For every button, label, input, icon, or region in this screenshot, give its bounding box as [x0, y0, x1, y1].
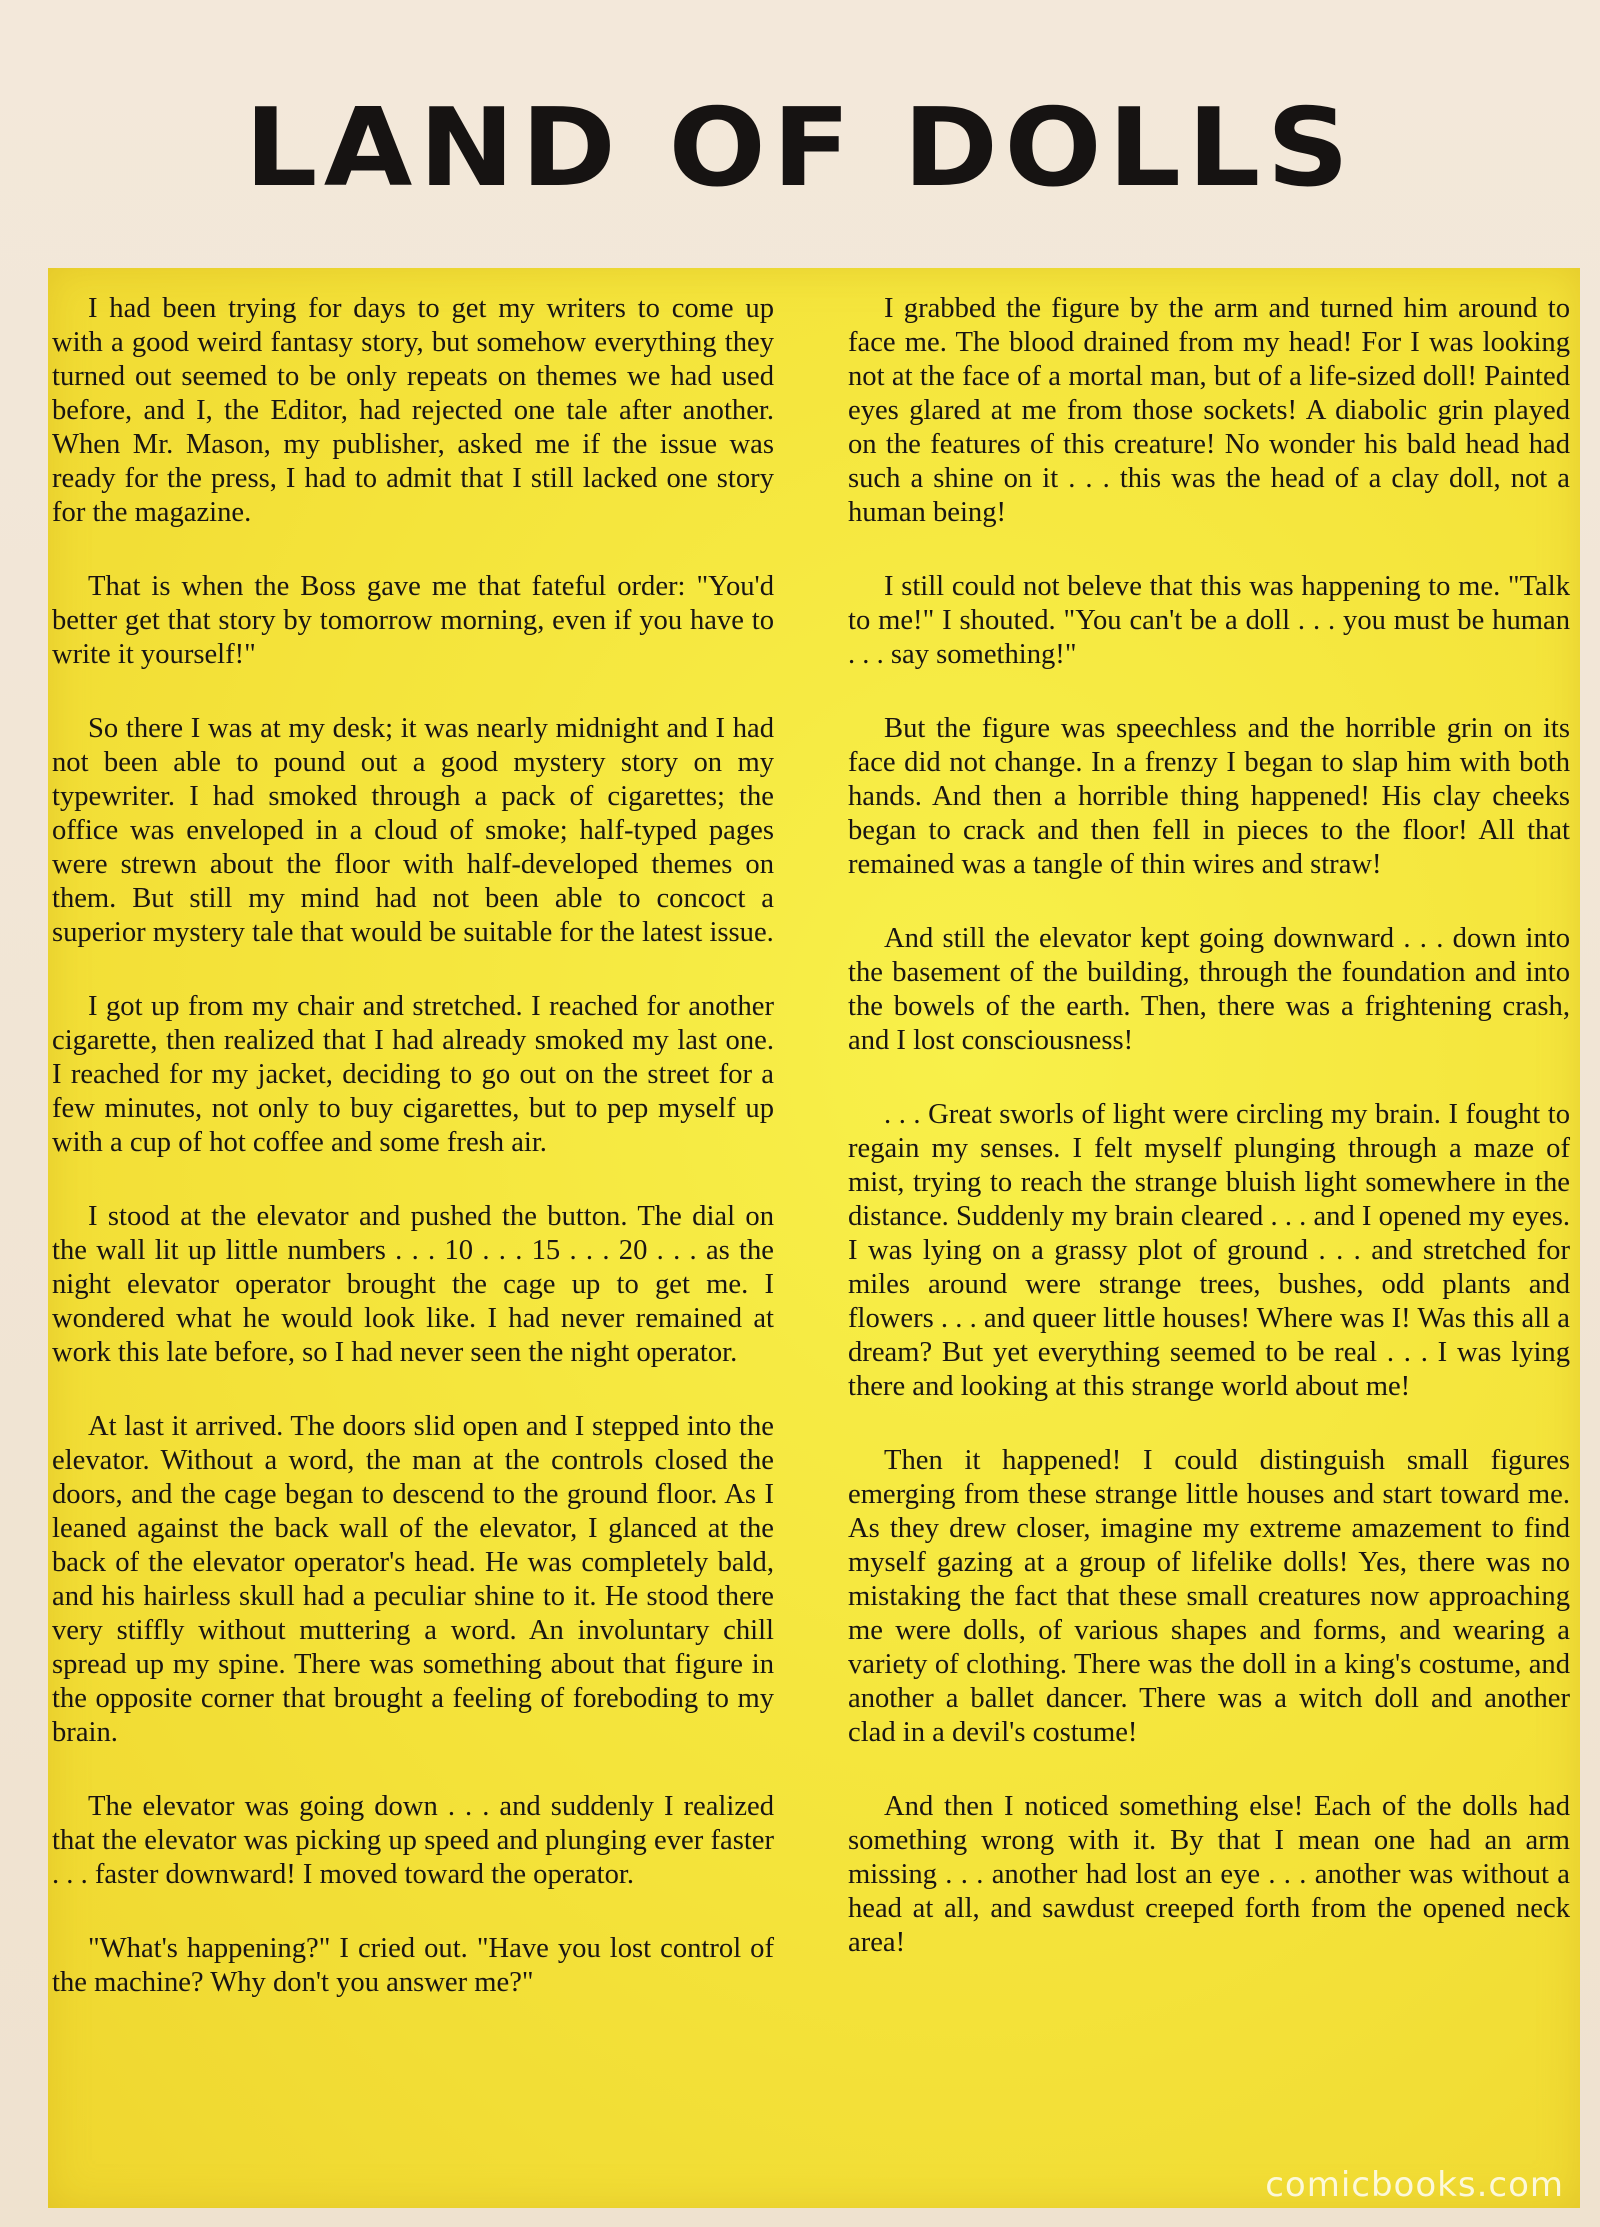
paragraph: I still could not beleve that this was happening to me. "Talk to me!" I shouted. "You can't be a doll . . . you must be human . . . say something!"	[848, 571, 1570, 670]
paragraph: Then it happened! I could distinguish small figures emerging from these strange little houses and start toward me. As they drew closer, imagine my extreme amazement to find myself gazing at a group of lifelike dolls! Yes, there was no mistaking the fact that these small creatures now approaching me were dolls, of various shapes and forms, and wearing a variety of clothing. There was the doll in a king's costume, and another a ballet dancer. There was a witch doll and another clad in a devil's costume!	[848, 1445, 1570, 1748]
paragraph: And then I noticed something else! Each of the dolls had something wrong with it. By that I mean one had an arm missing . . . another had lost an eye . . . another was without a head at all, and sawdust creeped forth from the opened neck area!	[848, 1791, 1570, 1958]
paragraph: And still the elevator kept going downward . . . down into the basement of the building, through the foundation and into the bowels of the earth. Then, there was a frightening crash, and I lost consciousness!	[848, 923, 1570, 1056]
site-watermark: comicbooks.com	[1265, 2165, 1564, 2205]
paragraph: I had been trying for days to get my writers to come up with a good weird fantasy story, but somehow everything they turned out seemed to be only repeats on themes we had used before, and I, the Editor, had rejected one tale after another. When Mr. Mason, my publisher, asked me if the issue was ready for the press, I had to admit that I still lacked one story for the magazine.	[52, 293, 774, 528]
paragraph: I stood at the elevator and pushed the button. The dial on the wall lit up little numbers . . . 10 . . . 15 . . . 20 . . . as the night elevator operator brought the cage up to get me. I wondered what he would look like. I had never remained at work this late before, so I had never seen the night operator.	[52, 1201, 774, 1368]
paragraph: I got up from my chair and stretched. I reached for another cigarette, then realized that I had already smoked my last one. I reached for my jacket, deciding to go out on the street for a few minutes, not only to buy cigarettes, but to pep myself up with a cup of hot coffee and some fresh air.	[52, 991, 774, 1158]
right-text-column	[848, 292, 1570, 2000]
paragraph: "What's happening?" I cried out. "Have you lost control of the machine? Why don't you answer me?"	[52, 1933, 774, 1998]
paragraph: At last it arrived. The doors slid open and I stepped into the elevator. Without a word, the man at the controls closed the doors, and the cage began to descend to the ground floor. As I leaned against the back wall of the elevator, I glanced at the back of the elevator operator's head. He was completely bald, and his hairless skull had a peculiar shine to it. He stood there very stiffly without muttering a word. An involuntary chill spread up my spine. There was something about that figure in the opposite corner that brought a feeling of foreboding to my brain.	[52, 1411, 774, 1748]
paragraph: So there I was at my desk; it was nearly midnight and I had not been able to pound out a good mystery story on my typewriter. I had smoked through a pack of cigarettes; the office was enveloped in a cloud of smoke; half-typed pages were strewn about the floor with half-developed themes on them. But still my mind had not been able to concoct a superior mystery tale that would be suitable for the latest issue.	[52, 713, 774, 948]
paragraph: I grabbed the figure by the arm and turned him around to face me. The blood drained from my head! For I was looking not at the face of a mortal man, but of a life-sized doll! Painted eyes glared at me from those sockets! A diabolic grin played on the features of this creature! No wonder his bald head had such a shine on it . . . this was the head of a clay doll, not a human being!	[848, 293, 1570, 528]
paragraph: That is when the Boss gave me that fateful order: "You'd better get that story by tomorrow morning, even if you have to write it yourself!"	[52, 571, 774, 670]
page-title: LAND OF DOLLS	[244, 86, 1356, 211]
paragraph: But the figure was speechless and the horrible grin on its face did not change. In a frenzy I began to slap him with both hands. And then a horrible thing happened! His clay cheeks began to crack and then fell in pieces to the floor! All that remained was a tangle of thin wires and straw!	[848, 713, 1570, 880]
paragraph: The elevator was going down . . . and suddenly I realized that the elevator was picking up speed and plunging ever faster . . . faster downward! I moved toward the operator.	[52, 1791, 774, 1890]
paragraph: . . . Great sworls of light were circling my brain. I fought to regain my senses. I felt myself plunging through a maze of mist, trying to reach the strange bluish light somewhere in the distance. Suddenly my brain cleared . . . and I opened my eyes. I was lying on a grassy plot of ground . . . and stretched for miles around were strange trees, bushes, odd plants and flowers . . . and queer little houses! Where was I! Was this all a dream? But yet everything seemed to be real . . . I was lying there and looking at this strange world about me!	[848, 1099, 1570, 1402]
left-text-column	[52, 292, 774, 2040]
